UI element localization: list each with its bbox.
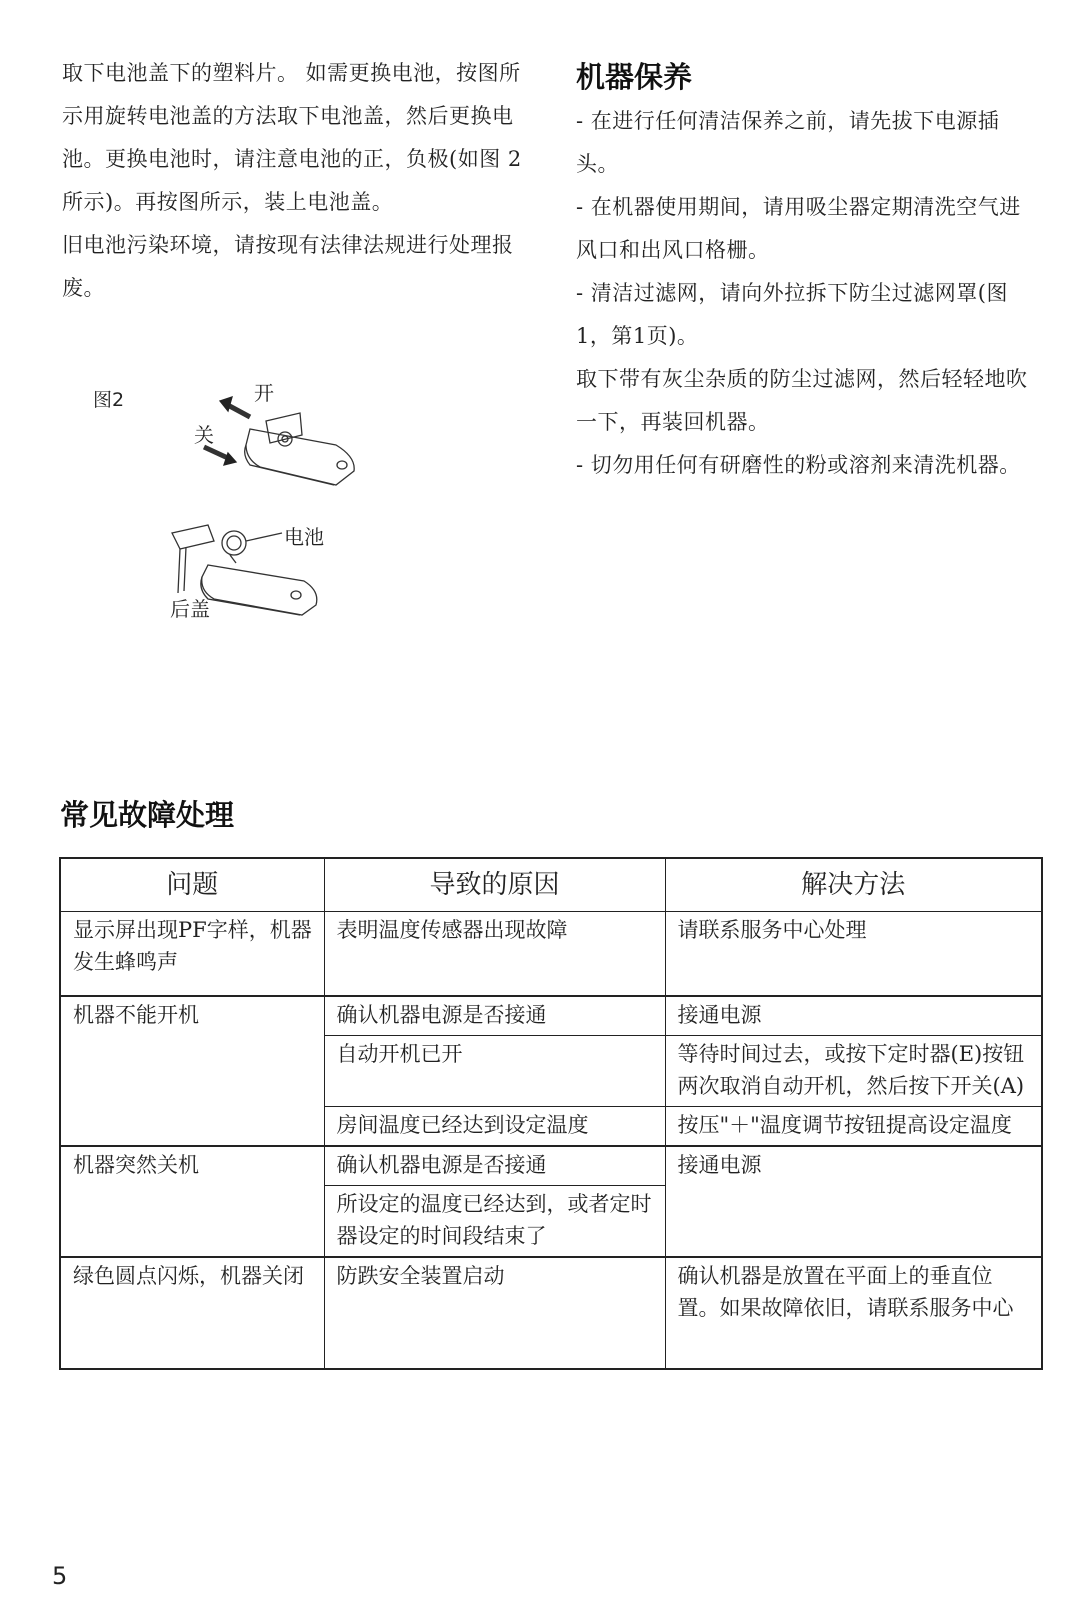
problem-cell: 机器不能开机 <box>60 996 324 1146</box>
troubleshooting-table <box>59 857 1043 1370</box>
battery-disposal-paragraph: 旧电池污染环境，请按现有法律法规进行处理报废。 <box>62 233 514 300</box>
table-row <box>60 912 1042 996</box>
problem-cell: 显示屏出现PF字样，机器发生蜂鸣声 <box>60 912 324 996</box>
cause-cell: 房间温度已经达到设定温度 <box>324 1106 665 1146</box>
remote-control-illustration <box>90 385 470 655</box>
maintenance-paragraph: - 在进行任何清洁保养之前，请先拔下电源插头。 <box>576 109 1000 176</box>
cause-cell: 表明温度传感器出现故障 <box>324 912 665 996</box>
cause-cell: 确认机器电源是否接通 <box>324 1146 665 1186</box>
table-row <box>60 996 1042 1036</box>
close-label: 关 <box>194 423 214 447</box>
cause-cell: 确认机器电源是否接通 <box>324 996 665 1036</box>
cause-cell: 自动开机已开 <box>324 1035 665 1106</box>
problem-cell: 机器突然关机 <box>60 1146 324 1257</box>
open-label: 开 <box>254 381 274 405</box>
battery-replacement-paragraph: 取下电池盖下的塑料片。 如需更换电池，按图所示用旋转电池盖的方法取下电池盖，然后更换电池。更换电池时，请注意电池的正，负极(如图 2 所示)。再按图所示，装上电池盖。 <box>62 61 522 214</box>
maintenance-title: 机器保养 <box>576 60 693 94</box>
solution-cell: 等待时间过去，或按下定时器(E)按钮两次取消自动开机，然后按下开关(A) <box>665 1035 1042 1106</box>
solution-cell: 按压"＋"温度调节按钮提高设定温度 <box>665 1106 1042 1146</box>
maintenance-paragraph: - 切勿用任何有研磨性的粉或溶剂来清洗机器。 <box>576 453 1021 477</box>
maintenance-paragraph: - 清洁过滤网，请向外拉拆下防尘过滤网罩(图1，第1页)。 <box>576 281 1008 348</box>
battery-label: 电池 <box>284 525 324 549</box>
page-number: 5 <box>52 1562 68 1590</box>
troubleshooting-title: 常见故障处理 <box>60 798 235 832</box>
header-solution: 解决方法 <box>665 858 1042 912</box>
header-problem: 问题 <box>60 858 324 912</box>
battery-instructions <box>62 52 532 310</box>
problem-cell: 绿色圆点闪烁，机器关闭 <box>60 1257 324 1369</box>
cause-cell: 防跌安全装置启动 <box>324 1257 665 1369</box>
table-row <box>60 1257 1042 1369</box>
maintenance-section <box>576 52 1036 487</box>
maintenance-paragraph: 取下带有灰尘杂质的防尘过滤网，然后轻轻地吹一下，再装回机器。 <box>576 367 1028 434</box>
table-row <box>60 1146 1042 1186</box>
figure-caption: 图2 <box>93 389 125 411</box>
cause-cell: 所设定的温度已经达到，或者定时器设定的时间段结束了 <box>324 1185 665 1257</box>
table-header-row <box>60 858 1042 912</box>
back-cover-label: 后盖 <box>170 597 210 621</box>
maintenance-paragraph: - 在机器使用期间，请用吸尘器定期清洗空气进风口和出风口格栅。 <box>576 195 1021 262</box>
battery-figure <box>90 381 470 655</box>
solution-cell: 确认机器是放置在平面上的垂直位置。如果故障依旧，请联系服务中心 <box>665 1257 1042 1369</box>
solution-cell: 接通电源 <box>665 1146 1042 1257</box>
solution-cell: 请联系服务中心处理 <box>665 912 1042 996</box>
header-cause: 导致的原因 <box>324 858 665 912</box>
solution-cell: 接通电源 <box>665 996 1042 1036</box>
